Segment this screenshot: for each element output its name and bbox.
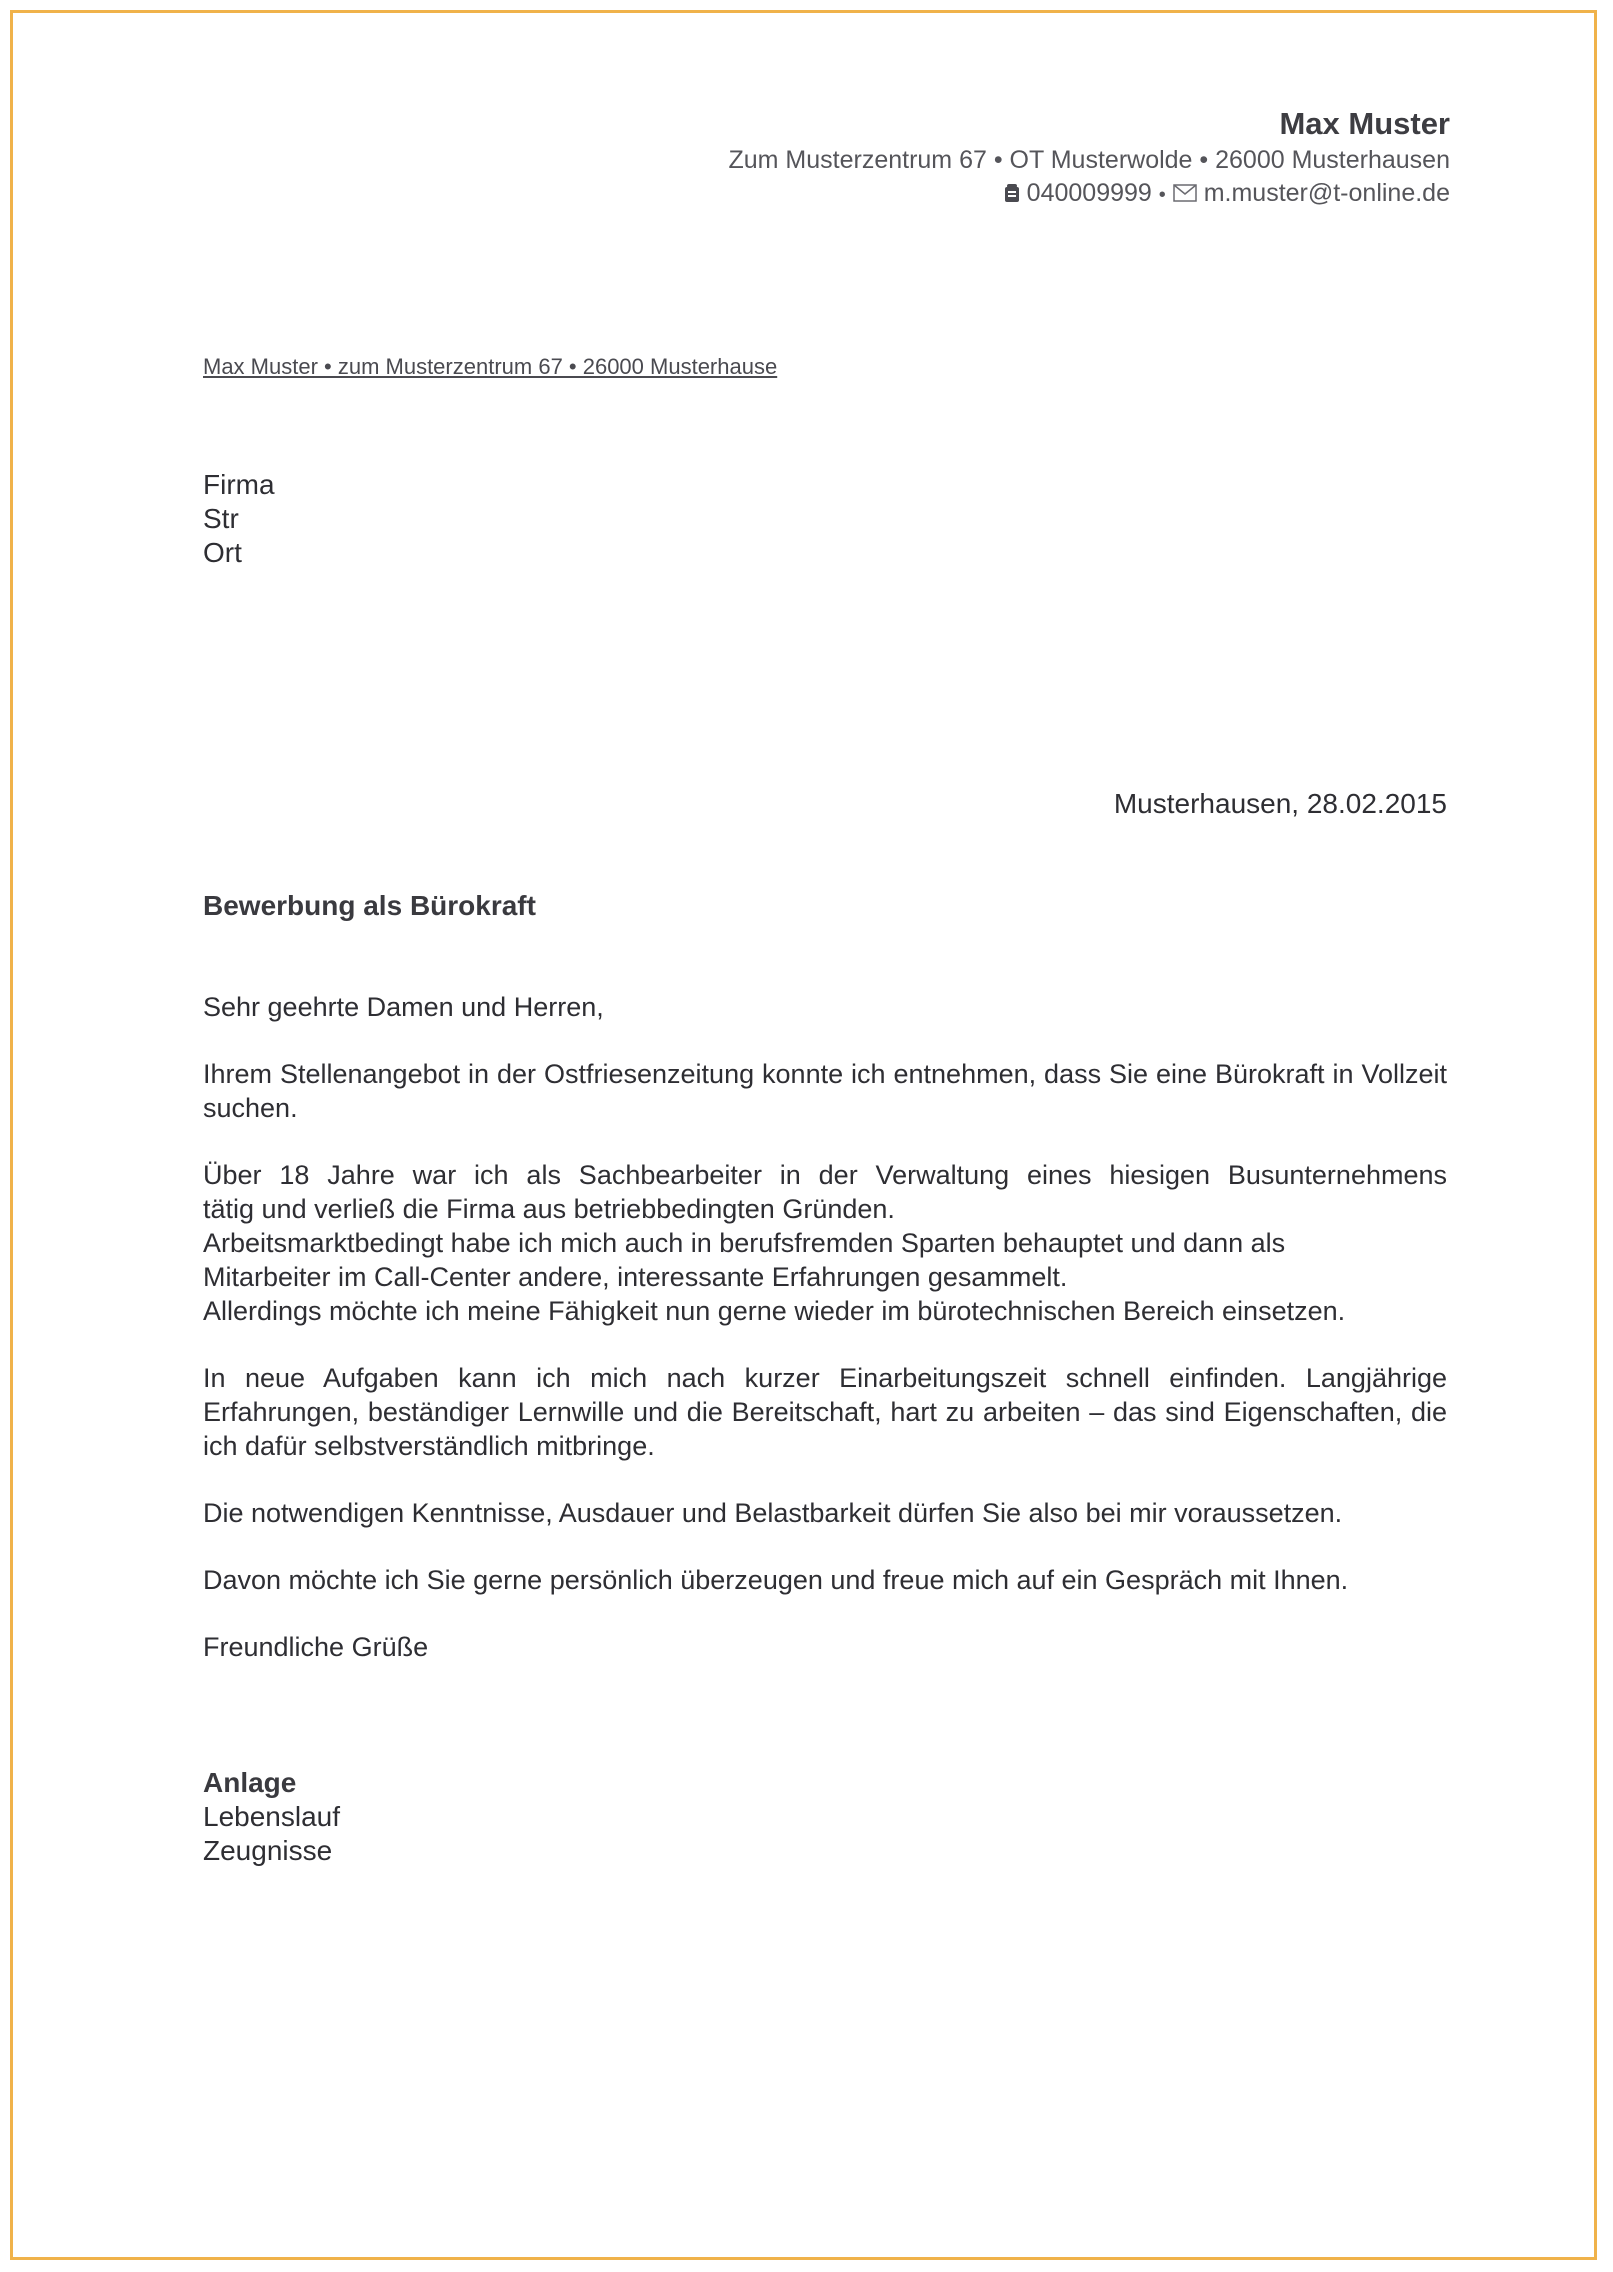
envelope-icon [1173, 177, 1197, 210]
sender-block [728, 104, 1450, 212]
paragraph-2-line-1: Über 18 Jahre war ich als Sachbearbeiter in der Verwaltung eines hiesigen Busunternehmens [203, 1160, 1447, 1190]
sender-email[interactable]: m.muster@t-online.de [1203, 179, 1450, 207]
enclosure-heading: Anlage [203, 1767, 297, 1798]
enclosure-item: Lebenslauf [203, 1801, 341, 1832]
return-address-line: Max Muster • zum Musterzentrum 67 • 26000 Musterhause [203, 354, 778, 379]
recipient-city: Ort [203, 537, 242, 568]
paragraph-3: In neue Aufgaben kann ich mich nach kurzer Einarbeitungszeit schnell einfinden. Langjährige Erfahrungen, beständiger Lernwille und die Bereitschaft, hart zu arbeiten – das sind Eigenschaften, die ich dafür selbstverständlich mitbringe. [203, 1363, 1447, 1461]
sender-phone: 040009999 [1026, 179, 1152, 207]
paragraph-2-line-2: tätig und verließ die Firma aus betriebbedingten Gründen. [203, 1194, 895, 1224]
paragraph-1: Ihrem Stellenangebot in der Ostfriesenzeitung konnte ich entnehmen, dass Sie eine Bürokraft in Vollzeit suchen. [203, 1059, 1447, 1123]
recipient-company: Firma [203, 469, 275, 500]
enclosure-item: Zeugnisse [203, 1835, 333, 1866]
sender-name: Max Muster [1279, 106, 1450, 141]
letter-body [203, 990, 1447, 1697]
paragraph-2-line-5: Allerdings möchte ich meine Fähigkeit nun gerne wieder im bürotechnischen Bereich einsetzen. [203, 1296, 1346, 1326]
paragraph-2-line-3: Arbeitsmarktbedingt habe ich mich auch in berufsfremden Sparten behauptet und dann als [203, 1228, 1286, 1258]
sender-contact [728, 177, 1450, 212]
closing: Freundliche Grüße [203, 1632, 429, 1662]
sender-address: Zum Musterzentrum 67 • OT Musterwolde • 26000 Musterhausen [728, 146, 1450, 174]
paragraph-2 [203, 1158, 1447, 1328]
salutation: Sehr geehrte Damen und Herren, [203, 992, 604, 1022]
phone-icon [1004, 177, 1020, 210]
recipient-block [203, 468, 275, 570]
enclosure-block [203, 1766, 340, 1868]
paragraph-4: Die notwendigen Kenntnisse, Ausdauer und Belastbarkeit dürfen Sie also bei mir voraussetzen. [203, 1498, 1343, 1528]
recipient-street: Str [203, 503, 239, 534]
letter-date: Musterhausen, 28.02.2015 [1113, 788, 1447, 819]
contact-separator: • [1158, 184, 1166, 206]
paragraph-2-line-4: Mitarbeiter im Call-Center andere, interessante Erfahrungen gesammelt. [203, 1262, 1068, 1292]
paragraph-5: Davon möchte ich Sie gerne persönlich überzeugen und freue mich auf ein Gespräch mit Ihnen. [203, 1565, 1349, 1595]
letter-subject: Bewerbung als Bürokraft [203, 890, 536, 921]
